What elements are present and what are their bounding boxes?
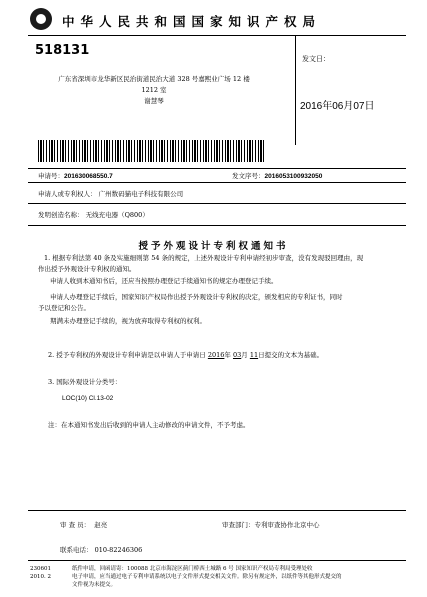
recipient-name: 谢慧琴 (144, 97, 164, 105)
notice-paragraph-4: 期满未办理登记手续的，视为放弃取得专利权的权利。 (50, 317, 206, 325)
department-name: 专利审查协作北京中心 (254, 521, 320, 529)
applicant-name: 广州数码猫电子科技有限公司 (98, 190, 184, 198)
send-date-value: 2016年06月07日 (300, 101, 375, 112)
form-code-1: 230601 (30, 566, 51, 572)
examiner-row (60, 520, 107, 529)
serial-number-row (232, 171, 322, 180)
form-code-2: 2010. 2 (30, 574, 51, 580)
design-label: 发明创造名称： (38, 211, 84, 219)
barcode (38, 140, 264, 162)
send-date-label: 发文日： (302, 55, 330, 63)
paragraph-1-line-2: 作出授予外观设计专利权的通知。 (38, 265, 136, 273)
design-name: 无线充电器（Q800） (85, 211, 149, 219)
department-row (222, 520, 320, 529)
office-name: 中华人民共和国国家知识产权局 (62, 14, 322, 29)
address-line-1: 广东省深圳市龙华新区民治街道民治大道 328 号嘉熙业广场 12 楼 (58, 75, 250, 83)
paragraph-5-suffix: 日提交的文本为基础。 (258, 351, 324, 359)
paragraph-1-line-1: 1. 根据专利法第 40 条及实施细则第 54 条的规定，上述外观设计专利申请经初步审查，没有发现驳回理由，现 (44, 254, 364, 262)
address-box-divider (295, 35, 296, 145)
info-rule-3 (28, 203, 406, 204)
notice-title: 授予外观设计专利权通知书 (138, 241, 289, 252)
notice-paragraph-6: 3. 国际外观设计分类号： (48, 378, 122, 386)
paragraph-3-line-2: 予以登记和公告。 (38, 304, 90, 312)
filing-year-unit: 年 (224, 351, 231, 359)
application-number-row (38, 171, 113, 180)
application-number-label: 申请号： (38, 172, 64, 180)
applicant-row (38, 189, 183, 198)
department-label: 审查部门： (222, 521, 255, 529)
design-row (38, 210, 149, 219)
phone-label: 联系电话： (60, 546, 93, 554)
serial-number: 2016053100932050 (264, 173, 323, 180)
footer-line-1: 纸件申请，回函请寄：100088 北京市海淀区蓟门桥西土城路 6 号 国家知识产权局专利局受理处收 (72, 566, 313, 572)
address-line-2: 1212 室 (141, 86, 167, 94)
footer-rule (28, 560, 406, 561)
notice-note: 注：在本通知书发出后收到的申请人主动修改的申请文件，不予考虑。 (48, 421, 250, 429)
notice-paragraph-2: 申请人收到本通知书后，还应当按照办理登记手续通知书的规定办理登记手续。 (50, 277, 278, 285)
filing-day: 11 (249, 351, 259, 359)
info-rule-1 (28, 168, 406, 169)
filing-month: 03 (232, 351, 242, 359)
paragraph-3-line-1: 申请人办理登记手续后，国家知识产权局作出授予外观设计专利权的决定，颁发相应的专利证书，同时 (50, 293, 343, 301)
paragraph-5-prefix: 2. 授予专利权的外观设计专利申请是以申请人于申请日 (48, 351, 206, 359)
locarno-classification: LOC(10) Cl.13-02 (62, 395, 114, 402)
examiner-label: 审 查 员： (60, 521, 91, 529)
notice-paragraph-1 (38, 253, 398, 275)
mailing-address (36, 74, 272, 107)
postcode: 518131 (35, 43, 90, 58)
phone-row (60, 545, 142, 554)
notice-paragraph-5 (48, 350, 408, 361)
footer-line-2: 电子申请，应当通过电子专利申请系统以电子文件形式提交相关文件。除另有规定外，以纸件等其他形式提交的 (72, 574, 342, 580)
header-top-rule (28, 35, 406, 36)
applicant-label: 申请人或专利权人： (38, 190, 97, 198)
examiner-rule-top (28, 510, 406, 511)
filing-year: 2016 (207, 351, 225, 359)
info-rule-4 (28, 225, 406, 226)
national-emblem-icon (30, 8, 52, 30)
footer-line-3: 文件视为未提交。 (72, 582, 117, 588)
info-rule-2 (28, 182, 406, 183)
notice-paragraph-3 (38, 292, 398, 314)
phone-number: 010-82246306 (94, 546, 143, 554)
examiner-name: 赵亮 (94, 521, 108, 529)
serial-number-label: 发文序号： (232, 172, 265, 180)
application-number: 201630068550.7 (64, 173, 113, 180)
filing-month-unit: 月 (241, 351, 248, 359)
